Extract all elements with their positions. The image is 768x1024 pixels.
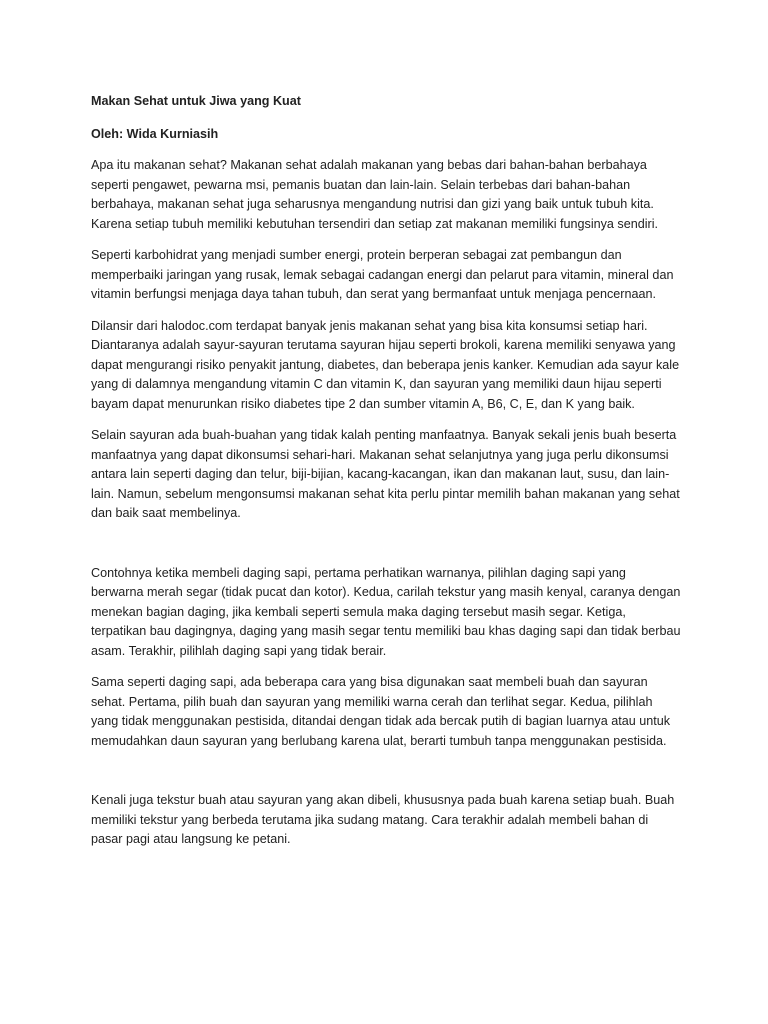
paragraph-3: Dilansir dari halodoc.com terdapat banyak jenis makanan sehat yang bisa kita konsumsi setiap hari. Diantaranya adalah sayur-sayuran terutama sayuran hijau seperti brokoli, karena memiliki senyawa yang dapat mengurangi risiko penyakit jantung, diabetes, dan beberapa jenis kanker. Kemudian ada sayur kale yang di dalamnya mengandung vitamin C dan vitamin K, dan sayuran yang memiliki daun hijau seperti bayam dapat menurunkan risiko diabetes tipe 2 dan sumber vitamin A, B6, C, E, dan K yang baik.	[91, 318, 680, 411]
paragraph-6: Sama seperti daging sapi, ada beberapa cara yang bisa digunakan saat membeli buah dan sayuran sehat. Pertama, pilih buah dan sayuran yang memiliki warna cerah dan terlihat segar. Kedua, pilihlah yang tidak menggunakan pestisida, ditandai dengan tidak ada bercak putih di bagian luarnya atau untuk memudahkan daun sayuran yang berlubang karena ulat, berarti tumbuh tanpa menggunakan pestisida.	[91, 675, 671, 748]
paragraph-5: Contohnya ketika membeli daging sapi, pertama perhatikan warnanya, pilihlan daging sapi yang berwarna merah segar (tidak pucat dan kotor). Kedua, carilah tekstur yang masih kenyal, caranya dengan menekan bagian daging, jika kembali seperti semula maka daging tersebut masih segar. Ketiga, terpatikan bau dagingnya, daging yang masih segar tentu memiliki bau khas daging sapi dan tidak berbau asam. Terakhir, pilihlah daging sapi yang tidak berair.	[91, 565, 681, 658]
document-title: Makan Sehat untuk Jiwa yang Kuat	[91, 94, 301, 108]
paragraph-4: Selain sayuran ada buah-buahan yang tidak kalah penting manfaatnya. Banyak sekali jenis buah beserta manfaatnya yang dapat dikonsumsi sehari-hari. Makanan sehat selanjutnya yang juga perlu dikonsumsi antara lain seperti daging dan telur, biji-bijian, kacang-kacangan, ikan dan makanan laut, susu, dan lain-lain. Namun, sebelum mengonsumsi makanan sehat kita perlu pintar memilih bahan makanan yang sehat dan baik saat membelinya.	[91, 428, 680, 520]
paragraph-1: Apa itu makanan sehat? Makanan sehat adalah makanan yang bebas dari bahan-bahan berbahaya seperti pengawet, pewarna msi, pemanis buatan dan lain-lain. Selain terbebas dari bahan-bahan berbahaya, makanan sehat juga seharusnya mengandung nutrisi dan gizi yang baik untuk tubuh kita. Karena setiap tubuh memiliki kebutuhan tersendiri dan setiap zat makanan memiliki fungsinya sendiri.	[91, 158, 659, 231]
document-author: Oleh: Wida Kurniasih	[91, 126, 219, 141]
paragraph-2: Seperti karbohidrat yang menjadi sumber energi, protein berperan sebagai zat pembangun dan memperbaiki jaringan yang rusak, lemak sebagai cadangan energi dan pelarut para vitamin, mineral dan vitamin berfungsi menjaga daya tahan tubuh, dan serat yang bermanfaat untuk menjaga pencernaan.	[91, 248, 674, 301]
empty-line	[91, 536, 681, 564]
empty-line	[91, 763, 681, 791]
paragraph-7: Kenali juga tekstur buah atau sayuran yang akan dibeli, khususnya pada buah karena setiap buah. Buah memiliki tekstur yang berbeda terutama jika sudang matang. Cara terakhir adalah membeli bahan di pasar pagi atau langsung ke petani.	[91, 793, 675, 846]
document-body	[91, 92, 681, 862]
